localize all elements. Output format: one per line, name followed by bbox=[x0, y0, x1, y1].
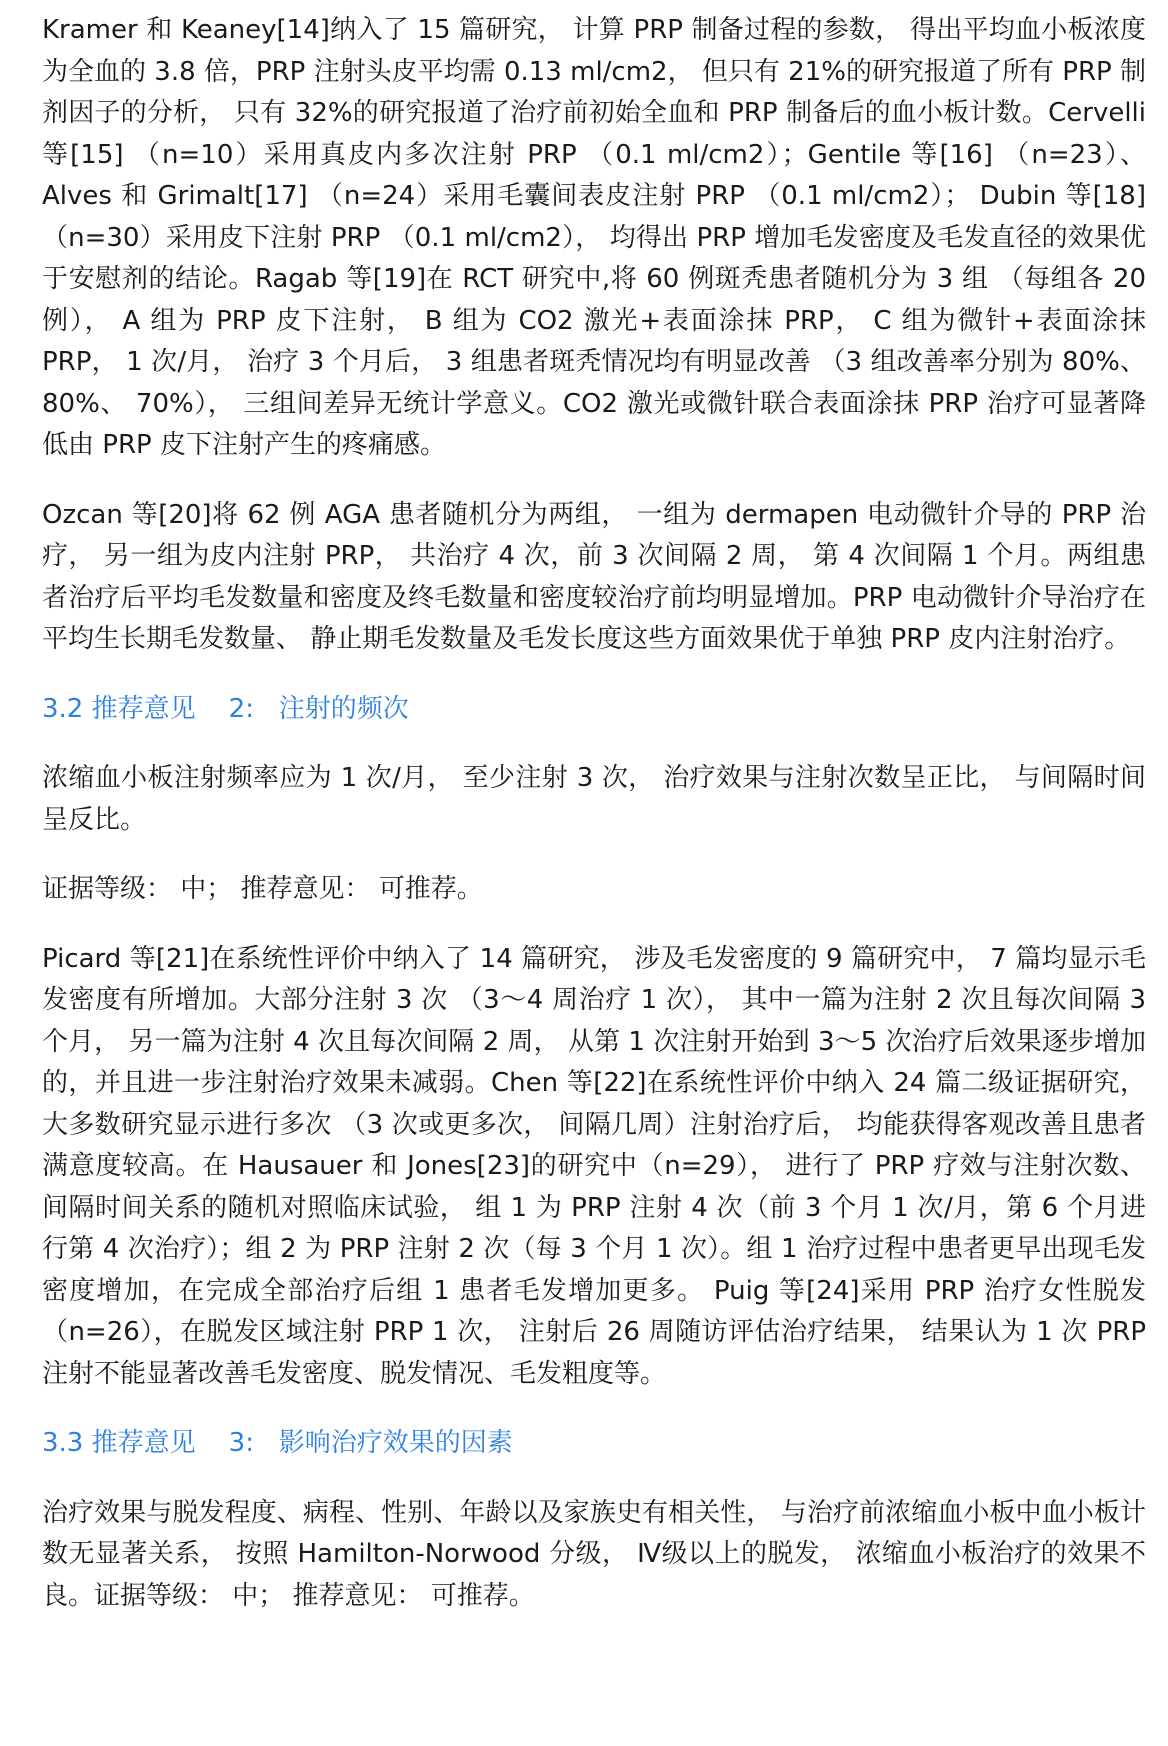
paragraph-evidence-level-3-2: 证据等级： 中； 推荐意见： 可推荐。 bbox=[42, 874, 483, 904]
paragraph-injection-frequency: 浓缩血小板注射频率应为 1 次/月， 至少注射 3 次， 治疗效果与注射次数呈正比， 与间隔时间呈反比。 bbox=[42, 763, 1146, 835]
paragraph-prp-parameters: Kramer 和 Keaney[14]纳入了 15 篇研究， 计算 PRP 制备过程的参数， 得出平均血小板浓度为全血的 3.8 倍，PRP 注射头皮平均需 0.13 ml/cm2， 但只有 21%的研究报道了所有 PRP 制剂因子的分析， 只有 32%的研究报道了治疗前初始全血和 PRP 制备后的血小板计数。Cervelli 等[15] （n=10）采用真皮内多次注射 PRP （0.1 ml/cm2）；Gentile 等[16] （n=23）、 Alves 和 Grimalt[17] （n=24）采用毛囊间表皮注射 PRP （0.1 ml/cm2）； Dubin 等[18] （n=30）采用皮下注射 PRP （0.1 ml/cm2）， 均得出 PRP 增加毛发密度及毛发直径的效果优于安慰剂的结论。Ragab 等[19]在 RCT 研究中,将 60 例斑秃患者随机分为 3 组 （每组各 20 例）， A 组为 PRP 皮下注射， B 组为 CO2 激光+表面涂抹 PRP， C 组为微针+表面涂抹 PRP， 1 次/月， 治疗 3 个月后， 3 组患者斑秃情况均有明显改善 （3 组改善率分别为 80%、 80%、 70%）， 三组间差异无统计学意义。CO2 激光或微针联合表面涂抹 PRP 治疗可显著降低由 PRP 皮下注射产生的疼痛感。 bbox=[42, 15, 1146, 460]
paragraph-ozcan-study: Ozcan 等[20]将 62 例 AGA 患者随机分为两组， 一组为 dermapen 电动微针介导的 PRP 治疗， 另一组为皮内注射 PRP， 共治疗 4 次，前 3 次间隔 2 周， 第 4 次间隔 1 个月。两组患者治疗后平均毛发数量和密度及终毛数量和密度较治疗前均明显增加。PRP 电动微针介导治疗在平均生长期毛发数量、 静止期毛发数量及毛发长度这些方面效果优于单独 PRP 皮内注射治疗。 bbox=[42, 499, 1146, 654]
section-heading-3-2: 3.2 推荐意见 2: 注射的频次 bbox=[42, 693, 409, 724]
document-page bbox=[42, 10, 1146, 1645]
paragraph-influencing-factors: 治疗效果与脱发程度、病程、性别、年龄以及家族史有相关性， 与治疗前浓缩血小板中血小板计数无显著关系， 按照 Hamilton-Norwood 分级， Ⅳ级以上的脱发， 浓缩血小板治疗的效果不良。证据等级： 中； 推荐意见： 可推荐。 bbox=[42, 1497, 1146, 1611]
section-heading-3-3: 3.3 推荐意见 3: 影响治疗效果的因素 bbox=[42, 1428, 513, 1458]
paragraph-picard-study: Picard 等[21]在系统性评价中纳入了 14 篇研究， 涉及毛发密度的 9 篇研究中， 7 篇均显示毛发密度有所增加。大部分注射 3 次 （3～4 周治疗 1 次）， 其中一篇为注射 2 次且每次间隔 3 个月， 另一篇为注射 4 次且每次间隔 2 周， 从第 1 次注射开始到 3～5 次治疗后效果逐步增加的，并且进一步注射治疗效果未减弱。Chen 等[22]在系统性评价中纳入 24 篇二级证据研究， 大多数研究显示进行多次 （3 次或更多次， 间隔几周）注射治疗后， 均能获得客观改善且患者满意度较高。在 Hausauer 和 Jones[23]的研究中（n=29）， 进行了 PRP 疗效与注射次数、间隔时间关系的随机对照临床试验， 组 1 为 PRP 注射 4 次（前 3 个月 1 次/月，第 6 个月进行第 4 次治疗）；组 2 为 PRP 注射 2 次（每 3 个月 1 次）。组 1 治疗过程中患者更早出现毛发密度增加，在完成全部治疗后组 1 患者毛发增加更多。 Puig 等[24]采用 PRP 治疗女性脱发（n=26），在脱发区域注射 PRP 1 次， 注射后 26 周随访评估治疗结果， 结果认为 1 次 PRP 注射不能显著改善毛发密度、脱发情况、毛发粗度等。 bbox=[42, 943, 1146, 1389]
